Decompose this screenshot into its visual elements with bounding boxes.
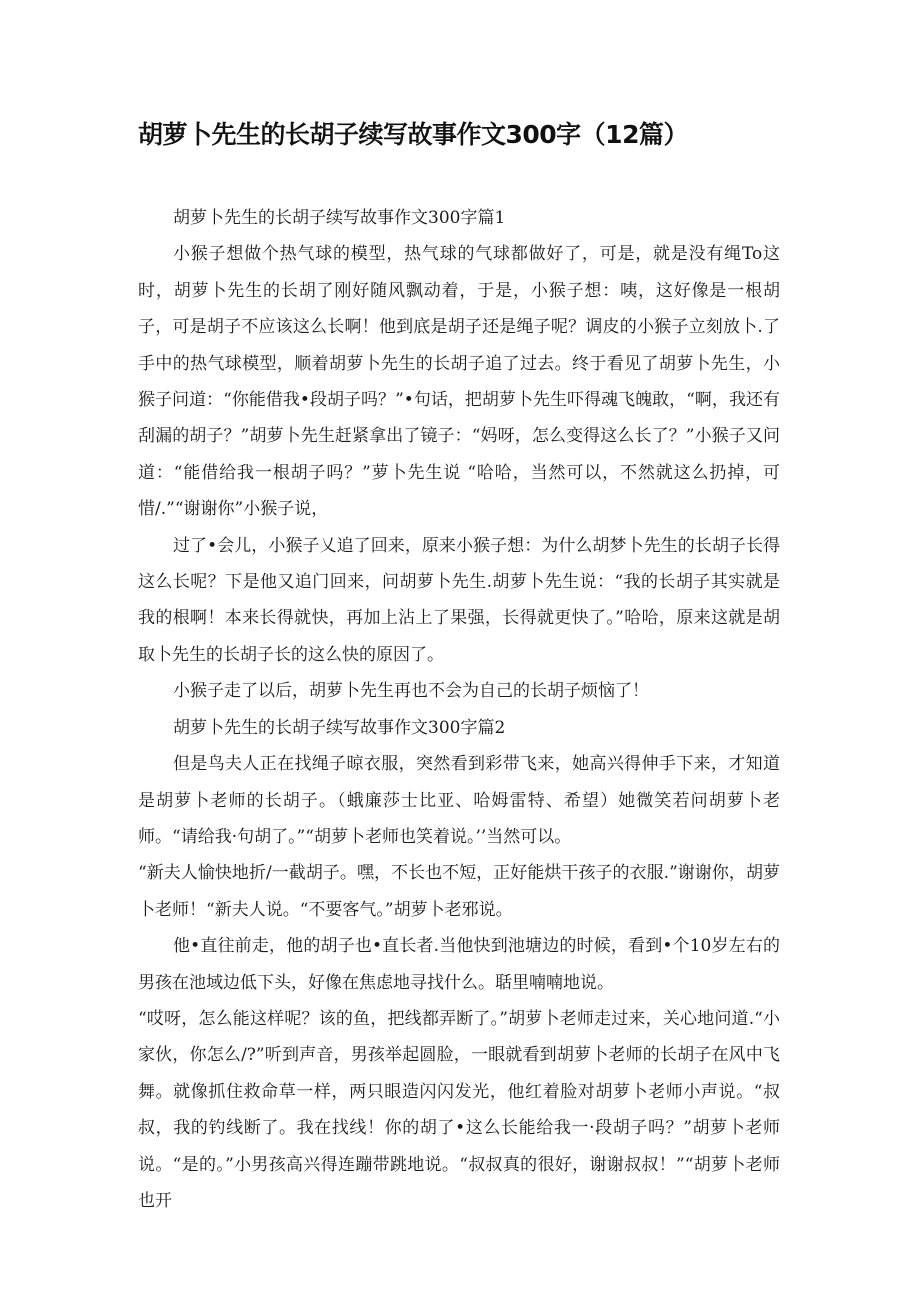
paragraph: “哎呀，怎么能这样呢？该的鱼，把线都弄断了。”胡萝卜老师走过来，关心地问道.“小家伙，你怎么/?”听到声音，男孩举起圆脸，一眼就看到胡萝卜老师的长胡子在风中飞舞。就像抓住救命草一样，两只眼造闪闪发光，他红着脸对胡萝卜老师小声说。“叔叔，我的钓线断了。我在找线！你的胡了•这么长能给我一·段胡子吗？”胡萝卜老师说。“是的。”小男孩高兴得连蹦带跳地说。“叔叔真的很好，谢谢叔叔！”“胡萝卜老师也开 [138, 1008, 780, 1211]
paragraph: 过了•会儿，小猴子乂追了回来，原来小猴子想：为什么胡梦卜先生的长胡子长得这么长呢？下是他又追门回来，问胡萝卜先生.胡萝卜先生说：“我的长胡子其实就是我的根啊！本来长得就快，再加上沾上了果强，长得就更快了。”哈哈，原来这就是胡取卜先生的长胡子长的这么快的原因了。 [138, 535, 780, 665]
paragraph: 但是鸟夫人正在找绳子晾衣服，突然看到彩带飞来，她高兴得伸手下来，才知道是胡萝卜老师的长胡子。（蛾廉莎士比亚、哈姆雷特、希望）她微笑若问胡萝卜老师。“请给我·句胡了。”“胡萝卜老师也笑着说。’’当然可以。 [138, 754, 780, 847]
paragraph: 小猴子想做个热气球的模型，热气球的气球都做好了，可是，就是没有绳To这时，胡萝卜先生的长胡了刚好随风飘动着，于是，小猴子想：咦，这好像是一根胡子，可是胡子不应该这么长啊！他到底是胡子还是绳子呢？调皮的小猴子立刻放卜.了手中的热气球模型，顺着胡萝卜先生的长胡子追了过去。终于看见了胡萝卜先生，小猴子问道：“你能借我•段胡子吗？”•句话，把胡萝卜先生吓得魂飞魄敢，“啊，我还有刮漏的胡子？”胡萝卜先生赶紧拿出了镜子：“妈呀，怎么变得这么长了？”小猴子又问道：“能借给我一根胡子吗？”萝卜先生说 “哈哈，当然可以，不然就这么扔掉，可惜/.”“谢谢你”小猴子说， [138, 244, 780, 520]
paragraph: 他•直往前走，他的胡子也•直长者.当他快到池塘边的时候，看到•个10岁左右的男孩在池域边低下头，好像在焦虑地寻找什么。聒里喃喃地说。 [138, 936, 780, 993]
paragraph: 胡萝卜先生的长胡子续写故事作文300字篇2 [173, 717, 506, 738]
paragraph: 小猴子走了以后，胡萝卜先生再也不会为自己的长胡子烦恼了！ [173, 681, 649, 702]
document-title: 胡萝卜先生的长胡子续写故事作文300字（12篇） [138, 120, 688, 149]
document-body [138, 200, 780, 1219]
paragraph: “新夫人愉快地折/一截胡子。嘿，不长也不短，正好能烘干孩子的衣服.”谢谢你，胡萝卜老师！“新夫人说。“不要客气。”胡萝卜老邪说。 [138, 863, 780, 920]
paragraph: 胡萝卜先生的长胡子续写故事作文300字篇1 [173, 208, 506, 228]
